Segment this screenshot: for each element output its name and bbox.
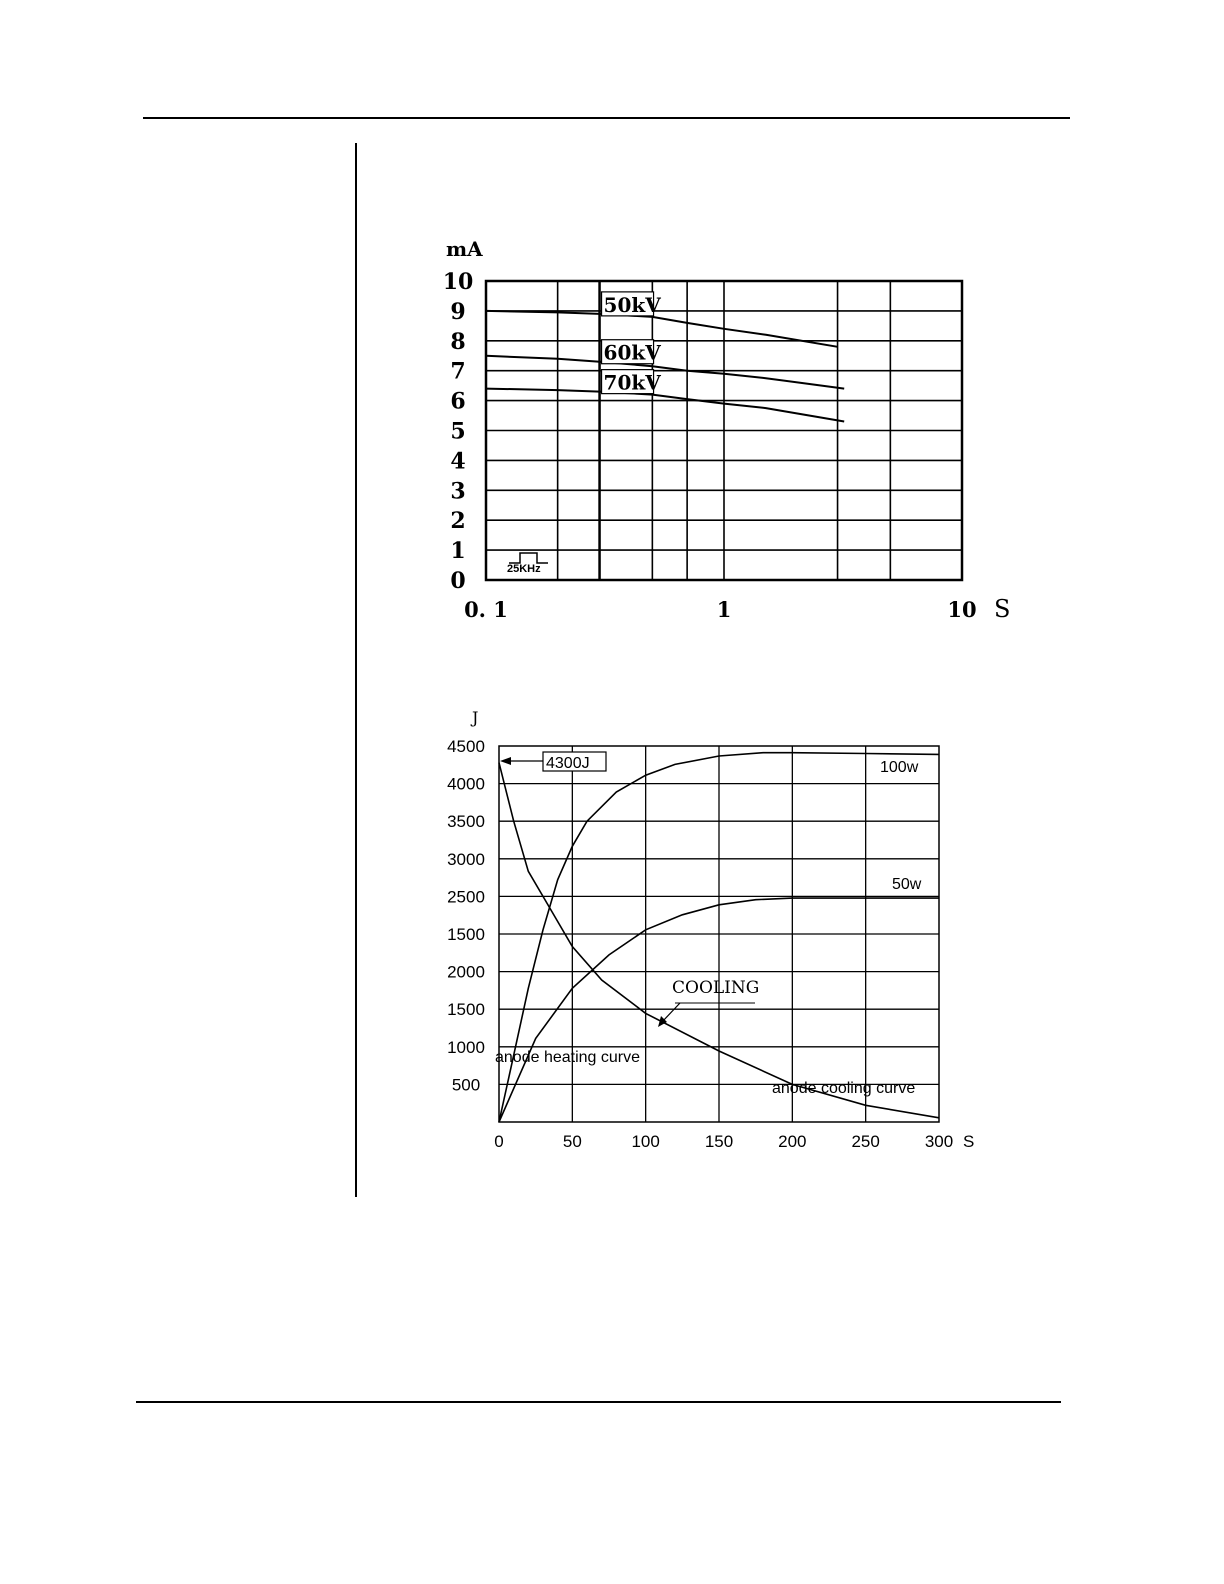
chart1-y-tick-label: 6 [450,388,466,415]
chart2-labels [447,737,953,1151]
frequency-pulse-icon [509,553,548,563]
chart1-y-tick-label: 4 [450,448,466,475]
chart2-x-tick-label: 250 [851,1132,880,1151]
chart1-y-tick-label: 10 [442,269,474,295]
chart2-y-tick-label: 1000 [447,1037,485,1057]
chart1-series-label: 50kV [603,292,661,317]
anode-heat-chart [447,708,974,1151]
chart1-x-tick-label: 10 [947,597,977,622]
chart2-x-axis-label: S [963,1132,975,1151]
chart1-series-line [486,356,844,389]
chart2-x-tick-label: 200 [778,1132,807,1151]
chart2-x-tick-label: 50 [562,1132,582,1151]
chart2-x-tick-label: 0 [494,1132,504,1151]
cooling-callout-label: COOLING [672,978,760,998]
chart1-grid [486,281,962,580]
heating-curve-label: anode heating curve [495,1049,640,1066]
chart1-y-tick-label: 1 [450,538,466,565]
chart2-y-tick-label: 500 [451,1075,481,1095]
chart1-y-tick-label: 0 [450,568,466,594]
chart2-x-tick-label: 100 [631,1132,660,1151]
tube-current-chart [443,237,1011,623]
chart1-y-tick-label: 5 [450,418,466,445]
chart2-y-tick-label: 1500 [447,1000,485,1020]
chart1-x-axis-label: S [994,595,1011,623]
chart2-y-tick-label: 2500 [447,887,485,907]
arrow-head-icon [500,757,511,765]
chart1-y-tick-label: 8 [450,328,466,355]
cooling-callout-arrow [662,1003,680,1022]
chart2-y-tick-label: 3500 [447,812,485,832]
frequency-annotation: 25KHz [507,563,541,575]
chart2-y-tick-label: 1500 [447,925,485,944]
chart2-y-axis-label: J [472,708,479,727]
chart2-y-tick-label: 4000 [447,774,485,794]
chart1-series-line [486,389,844,422]
chart1-y-tick-label: 7 [450,358,466,385]
chart2-y-tick-label: 4500 [447,737,485,756]
chart1-x-tick-label: 0. 1 [464,597,508,622]
chart1-y-tick-label: 2 [450,508,466,535]
chart1-y-tick-label: 3 [450,478,466,505]
chart2-y-tick-label: 3000 [447,849,485,869]
chart1-series-label: 70kV [603,370,661,395]
peak-callout-label: 4300J [546,755,590,772]
chart1-series-label: 60kV [603,340,661,365]
chart2-series-label: 50w [892,876,922,893]
chart2-series-label: 100w [880,759,919,776]
chart1-y-tick-label: 9 [450,298,466,325]
chart2-x-tick-label: 150 [704,1132,734,1151]
cooling-curve-label: anode cooling curve [772,1080,916,1097]
chart1-y-axis-label: mA [446,237,483,261]
chart2-y-tick-label: 2000 [447,962,485,982]
chart1-x-tick-label: 1 [716,597,732,622]
chart2-x-tick-label: 300 [924,1132,954,1151]
